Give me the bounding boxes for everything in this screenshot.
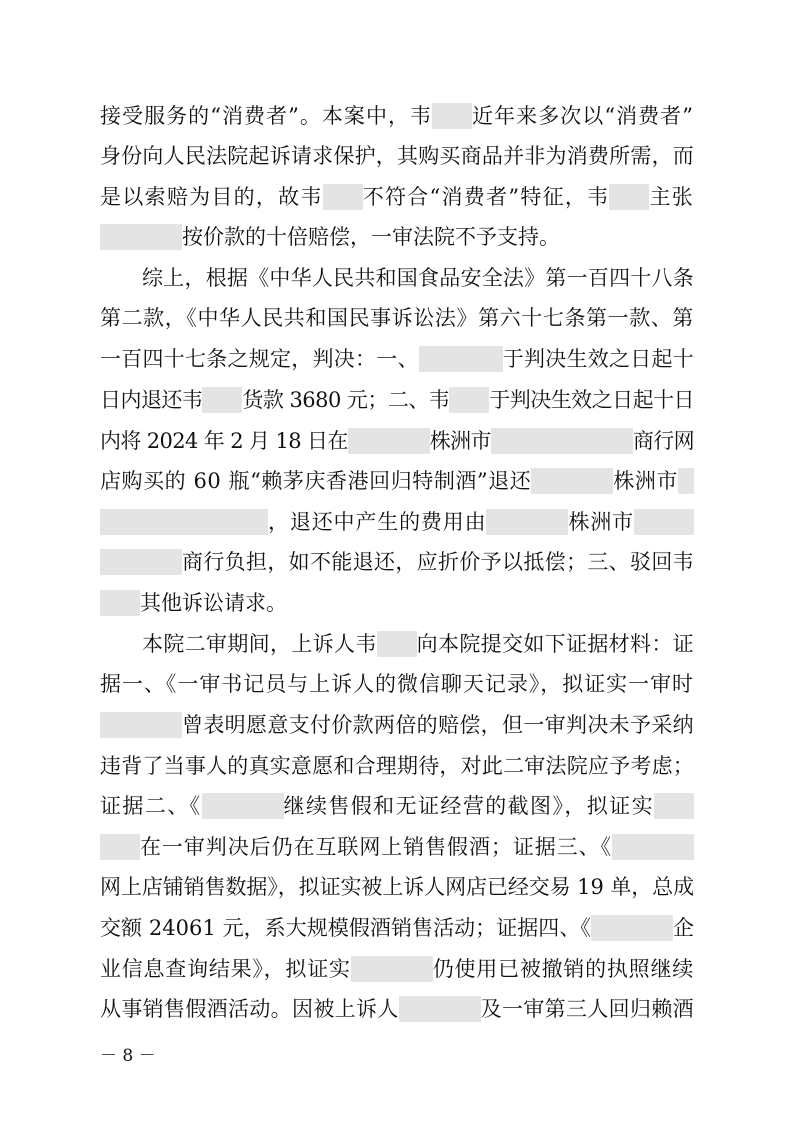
text-segment: 其他诉讼请求。 xyxy=(140,591,287,615)
text-line xyxy=(100,908,694,948)
text-line xyxy=(100,827,694,867)
text-segment: 接受服务的“消费者”。本案中，韦 xyxy=(100,104,433,128)
text-segment: 证据二、《 xyxy=(100,794,202,818)
redaction-block xyxy=(491,428,633,454)
redaction-block xyxy=(678,468,694,494)
text-segment: 商行负担，如不能退还，应折价予以抵偿；三、驳回韦 xyxy=(182,550,694,574)
redaction-block xyxy=(202,793,284,819)
redaction-block xyxy=(100,712,182,738)
redaction-block xyxy=(399,996,481,1022)
text-line xyxy=(142,258,694,298)
text-line xyxy=(100,989,694,1029)
redaction-block xyxy=(100,834,140,860)
text-segment: 按价款的十倍赔偿，一审法院不予支持。 xyxy=(182,225,560,249)
text-line xyxy=(100,949,694,989)
text-segment: 曾表明愿意支付价款两倍的赔偿，但一审判决未予采纳 xyxy=(182,713,694,737)
text-segment: 一百四十七条之规定，判决：一、 xyxy=(100,347,419,371)
text-line xyxy=(100,664,694,704)
text-line xyxy=(100,461,694,501)
text-segment: 及一审第三人回归赖酒 xyxy=(480,997,695,1021)
text-segment: 向本院提交如下证据材料：证 xyxy=(416,632,695,656)
text-segment: 日内退还韦 xyxy=(100,388,203,412)
text-segment: 综上，根据《中华人民共和国食品安全法》第一百四十八条 xyxy=(142,266,694,290)
text-segment: ，退还中产生的费用由 xyxy=(268,510,487,534)
text-segment: 店购买的 60 瓶“赖茅庆香港回归特制酒”退还 xyxy=(100,469,532,493)
text-segment: 于判决生效之日起十日 xyxy=(489,388,695,412)
text-segment: 身份向人民法院起诉请求保护，其购买商品并非为消费所需，而 xyxy=(100,144,694,168)
text-segment: 株洲市 xyxy=(568,510,635,534)
text-line xyxy=(100,136,694,176)
text-segment: 株洲市 xyxy=(613,469,678,493)
redaction-block xyxy=(591,915,673,941)
redaction-block xyxy=(348,428,430,454)
redaction-block xyxy=(612,834,694,860)
text-line xyxy=(100,380,694,420)
text-segment: 内将 2024 年 2 月 18 日在 xyxy=(100,429,348,453)
text-segment: 业信息查询结果》，拟证实 xyxy=(100,957,351,981)
text-segment: 违背了当事人的真实意愿和合理期待，对此二审法院应予考虑； xyxy=(100,754,694,778)
redaction-block xyxy=(609,184,649,210)
redaction-block xyxy=(449,387,489,413)
text-segment: 于判决生效之日起十 xyxy=(502,347,694,371)
text-segment: 网上店铺销售数据》，拟证实被上诉人网店已经交易 19 单，总成 xyxy=(100,875,694,899)
text-line xyxy=(100,583,287,623)
text-line xyxy=(100,339,694,379)
text-segment: 是以索赔为目的，故韦 xyxy=(100,185,323,209)
text-segment: 本院二审期间，上诉人韦 xyxy=(142,632,377,656)
redaction-block xyxy=(377,631,417,657)
text-line xyxy=(100,421,694,461)
text-segment: 第二款，《中华人民共和国民事诉讼法》第六十七条第一款、第 xyxy=(100,306,694,330)
text-line xyxy=(100,705,694,745)
redaction-block xyxy=(432,103,472,129)
text-segment: 近年来多次以“消费者” xyxy=(472,104,694,128)
redaction-block xyxy=(531,468,613,494)
text-line xyxy=(100,746,694,786)
redaction-block xyxy=(654,793,694,819)
text-segment: 仍使用已被撤销的执照继续 xyxy=(432,957,694,981)
text-line xyxy=(100,542,694,582)
text-line xyxy=(100,177,694,217)
text-segment: 货款 3680 元；二、韦 xyxy=(242,388,450,412)
redaction-block xyxy=(323,184,363,210)
redaction-block xyxy=(202,387,242,413)
text-segment: 继续售假和无证经营的截图》，拟证实 xyxy=(283,794,654,818)
text-line xyxy=(100,867,694,907)
text-segment: 株洲市 xyxy=(429,429,491,453)
text-line xyxy=(100,298,694,338)
redaction-block xyxy=(100,590,140,616)
redaction-block xyxy=(100,549,182,575)
text-line xyxy=(100,217,560,257)
text-line xyxy=(100,96,694,136)
redaction-block xyxy=(634,509,694,535)
redaction-block xyxy=(100,224,182,250)
redaction-block xyxy=(486,509,568,535)
text-segment: 据一、《一审书记员与上诉人的微信聊天记录》，拟证实一审时 xyxy=(100,672,694,696)
text-line xyxy=(100,786,694,826)
text-segment: 企 xyxy=(672,916,695,940)
text-segment: 商行网 xyxy=(632,429,695,453)
text-segment: 主张 xyxy=(649,185,694,209)
redaction-block xyxy=(100,509,268,535)
text-line xyxy=(100,502,694,542)
text-segment: 在一审判决后仍在互联网上销售假酒；证据三、《 xyxy=(140,835,612,859)
text-line xyxy=(142,624,694,664)
text-segment: 不符合“消费者”特征，韦 xyxy=(362,185,610,209)
page-number: － 8 － xyxy=(100,1046,156,1066)
text-segment: 交额 24061 元，系大规模假酒销售活动；证据四、《 xyxy=(100,916,591,940)
redaction-block xyxy=(351,956,433,982)
text-segment: 从事销售假酒活动。因被上诉人 xyxy=(100,997,399,1021)
redaction-block xyxy=(419,346,503,372)
